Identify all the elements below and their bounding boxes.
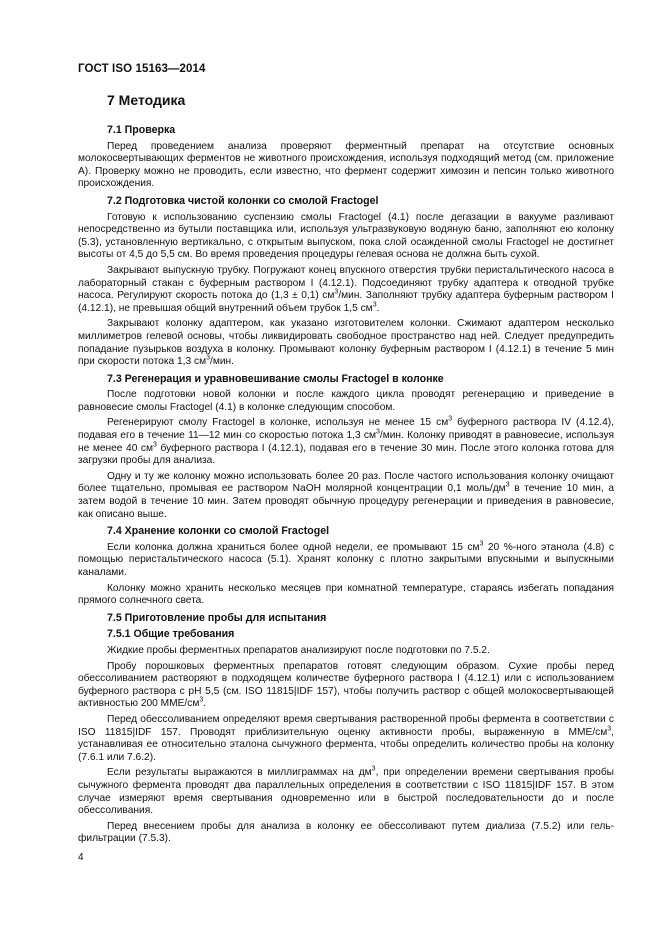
superscript: 3: [334, 288, 339, 296]
paragraph-7-5-1-3: Перед обессоливанием определяют время свертывания растворенной пробы фермента в соответствии с ISO 11815|IDF 157. Проводят приблизительную оценку активности пробы, выраженную в ММЕ/$см^3$, устанавливая ее относительно эталона сычужного фермента, чтобы определить количество пробы на колонку (7.6.1 или 7.6.2).: [78, 713, 614, 763]
paragraph-7-2-2: Закрывают выпускную трубку. Погружают конец впускного отверстия трубки перистальтического насоса в лабораторный стакан с буферным раствором I (4.12.1). Подсоединяют трубку адаптера к отводной трубке насоса. Регулируют скорость потока до (1,3 ± 0,1) $см^3$/мин. Заполняют трубку адаптера буферным раствором I (4.12.1), не превышая общий внутренний объем трубок 1,5 $см^3$.: [78, 264, 614, 314]
paragraph-7-5-1-5: Перед внесением пробы для анализа в колонку ее обессоливают путем диализа (7.5.2) или гель-фильтрации (7.5.3).: [78, 820, 614, 845]
paragraph-7-3-2: Регенерируют смолу Fractogel в колонке, используя не менее 15 $см^3$ буферного раствора IV (4.12.4), подавая его в течение 11—12 мин со скоростью потока 1,3 $см^3$/мин. Колонку приводят в равновесие, используя не менее 40 $см^3$ буферного раствора I (4.12.1), подавая его в течение 30 мин. После этого колонка готова для загрузки пробы для анализа.: [78, 416, 614, 467]
superscript: 3: [199, 696, 204, 704]
paragraph-7-5-1-1: Жидкие пробы ферментных препаратов анализируют после подготовки по 7.5.2.: [107, 644, 490, 656]
superscript: 3: [607, 725, 612, 733]
paragraph-7-3-1: После подготовки новой колонки и после каждого цикла проводят регенерацию и приведение в равновесие смолы Fractogel (4.1) в колонке следующим способом.: [78, 389, 614, 413]
heading-7-3: 7.3 Регенерация и уравновешивание смолы Fractogel в колонке: [107, 372, 444, 385]
document-body: [78, 124, 614, 849]
heading-7-1: 7.1 Проверка: [107, 124, 176, 136]
superscript: 3: [372, 301, 377, 309]
paragraph-7-1-1: Перед проведением анализа проверяют ферментный препарат на отсутствие основных молокосвертывающих ферментов не животного происхождения, используя подходящий метод (см. приложение А). Проверку можно не проводить, если известно, что фермент содержит химозин и пепсин только животного происхождения.: [78, 140, 614, 190]
paragraph-7-5-1-4: Если результаты выражаются в миллиграммах на $дм^3$, при определении времени свертывания пробы сычужного фермента проводят два параллельных определения в соответствии с ISO 11815|IDF 157. В этом случае измеряют время свертывания одновременно или в быстрой последовательности до и после обессоливания.: [78, 765, 614, 817]
paragraph-7-3-3: Одну и ту же колонку можно использовать более 20 раз. После частого использования колонку очищают более тщательно, промывая ее раствором NaOH молярной концентрации 0,1 моль/$дм^3$ в течение 10 мин, а затем водой в течение 10 мин. Затем проводят обычную процедуру регенерации и приведения в равновесие, как описано выше.: [78, 470, 614, 520]
paragraph-7-4-2: Колонку можно хранить несколько месяцев при комнатной температуре, стараясь избегать попадания прямого солнечного света.: [78, 582, 614, 607]
superscript: 3: [371, 765, 376, 773]
document-header: ГОСТ ISO 15163—2014: [78, 63, 206, 75]
paragraph-7-5-1-2: Пробу порошковых ферментных препаратов готовят следующим образом. Сухие пробы перед обессоливанием растворяют в подходящем количестве буферного раствора I (4.12.1) или с использованием буферного раствора с pH 5,5 (см. ISO 11815|IDF 157), чтобы получить раствор с общей молокосвертывающей активностью 200 ММЕ/$см^3$.: [78, 660, 614, 710]
superscript: 3: [448, 416, 453, 424]
section-title: 7 Методика: [107, 92, 186, 108]
paragraph-7-2-3: Закрывают колонку адаптером, как указано изготовителем колонки. Сжимают адаптером несколько миллиметров гелевой основы, чтобы ликвидировать свободное пространство над ней. Следует предупредить попадание пузырьков воздуха в колонку. Промывают колонку буферным раствором I (4.12.1) в течение 5 мин при скорости потока 1,3 $см^3$/мин.: [78, 318, 614, 368]
superscript: 3: [153, 441, 157, 449]
heading-7-5-1: 7.5.1 Общие требования: [107, 628, 235, 641]
superscript: 3: [206, 354, 210, 362]
superscript: 3: [376, 428, 380, 436]
superscript: 3: [479, 540, 484, 548]
heading-7-5: 7.5 Приготовление пробы для испытания: [107, 611, 327, 624]
superscript: 3: [505, 482, 510, 490]
heading-7-4: 7.4 Хранение колонки со смолой Fractogel: [107, 525, 330, 538]
paragraph-7-4-1: Если колонка должна храниться более одной недели, ее промывают 15 $см^3$ 20 %-ного этанола (4.8) с помощью перистальтического насоса (5.1). Хранят колонку с плотно закрытыми впускными и выпускными каналами.: [78, 540, 614, 578]
page-number: 4: [78, 852, 84, 863]
paragraph-7-2-1: Готовую к использованию суспензию смолы Fractogel (4.1) после дегазации в вакууме разливают непосредственно из бутыли поставщика или, используя ультразвуковую водяную баню, заполняют ею колонку (5.3), установленную вертикально, с открытым выпуском, пока слой осажденной смолы Fractogel не достигнет высоты от 4,5 до 5,5 см. Во время проведения процедуры гелевая основа не должна быть сухой.: [78, 211, 614, 261]
heading-7-2: 7.2 Подготовка чистой колонки со смолой Fractogel: [107, 194, 379, 207]
